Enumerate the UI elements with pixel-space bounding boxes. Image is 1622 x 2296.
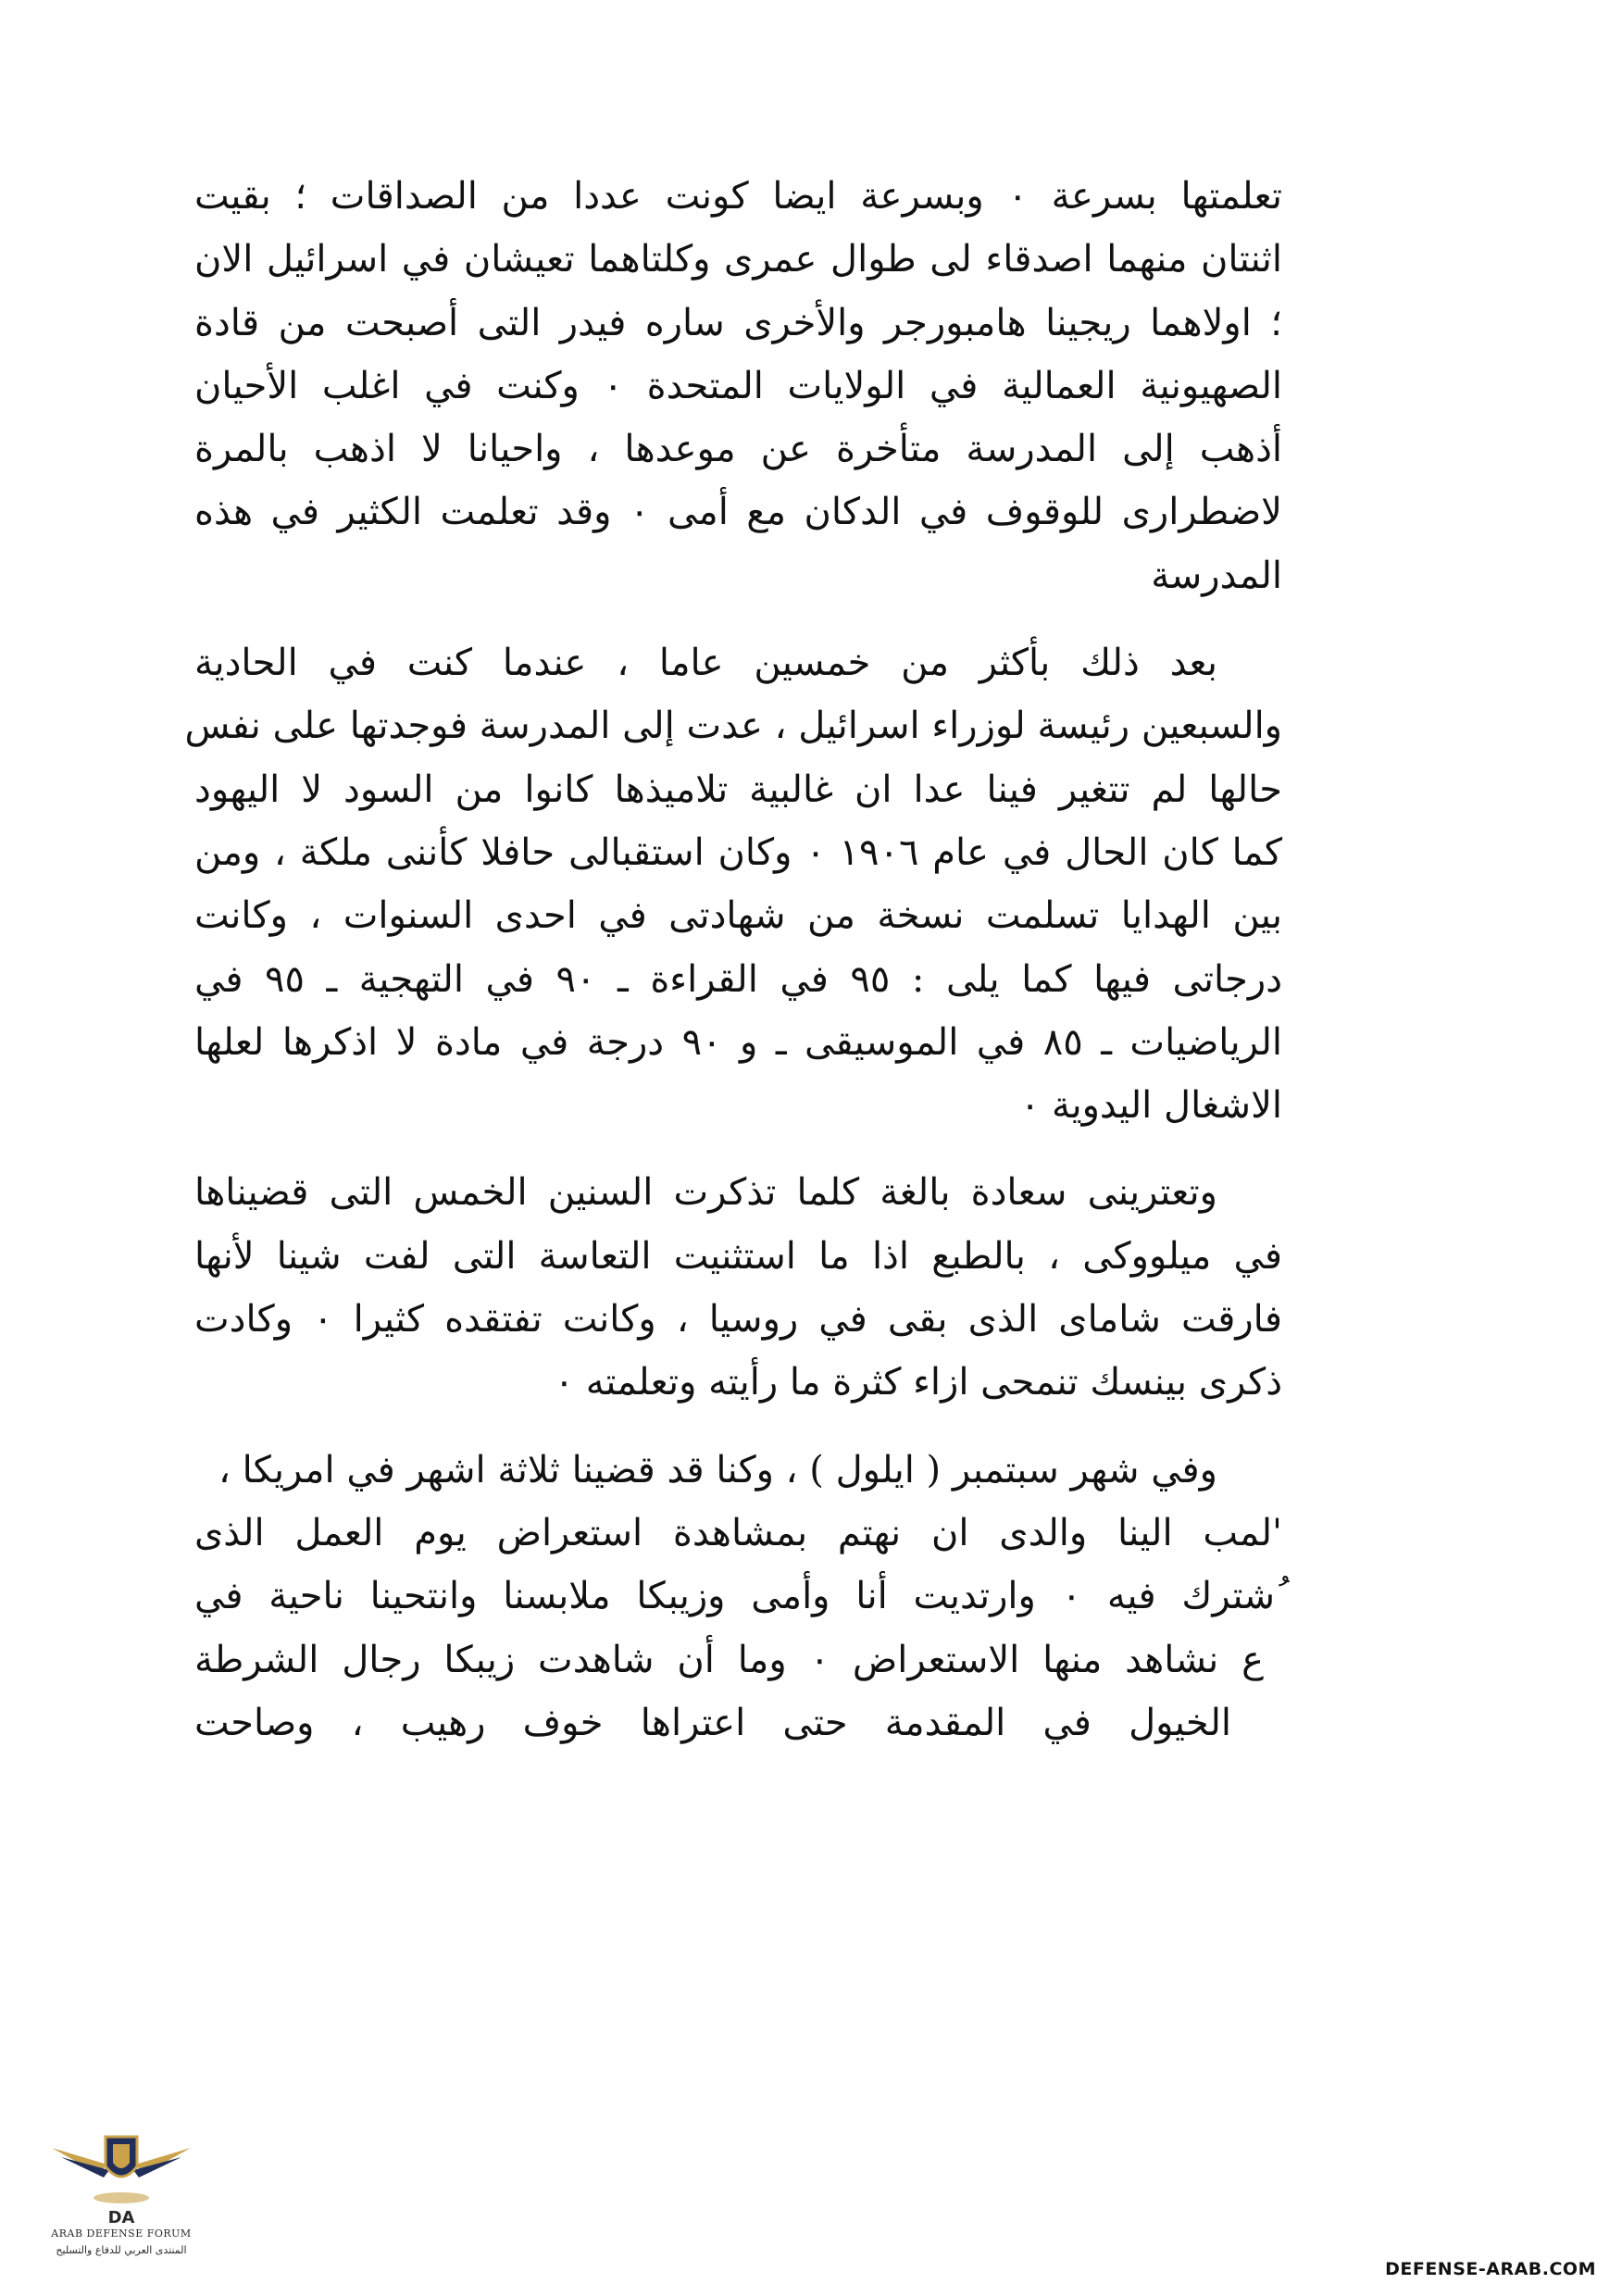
paragraph-2 xyxy=(184,631,1283,1137)
text-line: الصهيونية العمالية في الولايات المتحدة ٠ وكنت في اغلب الأحيان xyxy=(194,364,1282,407)
text-line: أذهب إلى المدرسة متأخرة عن موعدها ، واحيانا لا اذهب بالمرة xyxy=(194,428,1282,471)
logo-english-name: ARAB DEFENSE FORUM xyxy=(51,2227,192,2240)
text-line: الرياضيات ـ ٨٥ في الموسيقى ـ و ٩٠ درجة في مادة لا اذكرها لعلها xyxy=(194,1020,1282,1064)
text-line: ُشترك فيه ٠ وارتديت أنا وأمى وزيبكا ملابسنا وانتحينا ناحية في xyxy=(194,1575,1275,1618)
paragraph-4 xyxy=(194,1439,1282,1754)
text-line: حالها لم تتغير فينا عدا ان غالبية تلاميذها كانوا من السود لا اليهود xyxy=(194,767,1282,811)
forum-logo xyxy=(33,2120,209,2277)
text-line: ع نشاهد منها الاستعراض ٠ وما أن شاهدت زيبكا رجال الشرطة xyxy=(194,1638,1264,1681)
text-line: بعد ذلك بأكثر من خمسين عاما ، عندما كنت في الحادية xyxy=(194,642,1217,685)
logo-arabic-name: المنتدى العربي للدفاع والتسليح xyxy=(56,2244,187,2256)
watermark-site-url: DEFENSE-ARAB.COM xyxy=(1385,2259,1596,2279)
text-line: تعلمتها بسرعة ٠ وبسرعة ايضا كونت عددا من الصداقات ؛ بقيت xyxy=(194,175,1282,218)
text-line: والسبعين رئيسة لوزراء اسرائيل ، عدت إلى المدرسة فوجدتها على نفس xyxy=(184,705,1282,748)
eagle-shield-icon xyxy=(33,2120,209,2213)
paragraph-1 xyxy=(194,165,1282,607)
text-line: 'لمب الينا والدى ان نهتم بمشاهدة استعراض يوم العمل الذى xyxy=(194,1511,1282,1554)
logo-abbreviation: DA xyxy=(107,2208,135,2227)
text-line: لاضطرارى للوقوف في الدكان مع أمى ٠ وقد تعلمت الكثير في هذه xyxy=(194,491,1282,534)
text-line: المدرسة xyxy=(1151,554,1282,597)
text-line: بين الهدايا تسلمت نسخة من شهادتى في احدى السنوات ، وكانت xyxy=(194,894,1282,938)
text-line: فارقت شاماى الذى بقى في روسيا ، وكانت تفتقده كثيرا ٠ وكادت xyxy=(194,1298,1282,1341)
text-line: ؛ اولاهما ريجينا هامبورجر والأخرى ساره فيدر التى أصبحت من قادة xyxy=(194,301,1282,344)
text-line: في ميلووكى ، بالطبع اذا ما استثنيت التعاسة التى لفت شينا لأنها xyxy=(194,1234,1282,1278)
text-line: ذكرى بينسك تنمحى ازاء كثرة ما رأيته وتعلمته ٠ xyxy=(554,1361,1282,1404)
text-line: وتعترينى سعادة بالغة كلما تذكرت السنين الخمس التى قضيناها xyxy=(194,1171,1217,1215)
text-line: اثنتان منهما اصدقاء لى طوال عمرى وكلتاهما تعيشان في اسرائيل الان xyxy=(194,238,1282,281)
text-line: وفي شهر سبتمبر ( ايلول ) ، وكنا قد قضينا ثلاثة اشهر في امريكا ، xyxy=(218,1448,1217,1491)
paragraph-3 xyxy=(194,1161,1282,1414)
text-line: درجاتى فيها كما يلى : ٩٥ في القراءة ـ ٩٠ في التهجية ـ ٩٥ في xyxy=(194,957,1283,1001)
text-line: الخيول في المقدمة حتى اعتراها خوف رهيب ، وصاحت xyxy=(194,1701,1231,1744)
text-line: كما كان الحال في عام ١٩٠٦ ٠ وكان استقبالى حافلا كأننى ملكة ، ومن xyxy=(194,830,1283,874)
document-body xyxy=(184,165,1283,1754)
text-line: الاشغال اليدوية ٠ xyxy=(1019,1084,1282,1128)
